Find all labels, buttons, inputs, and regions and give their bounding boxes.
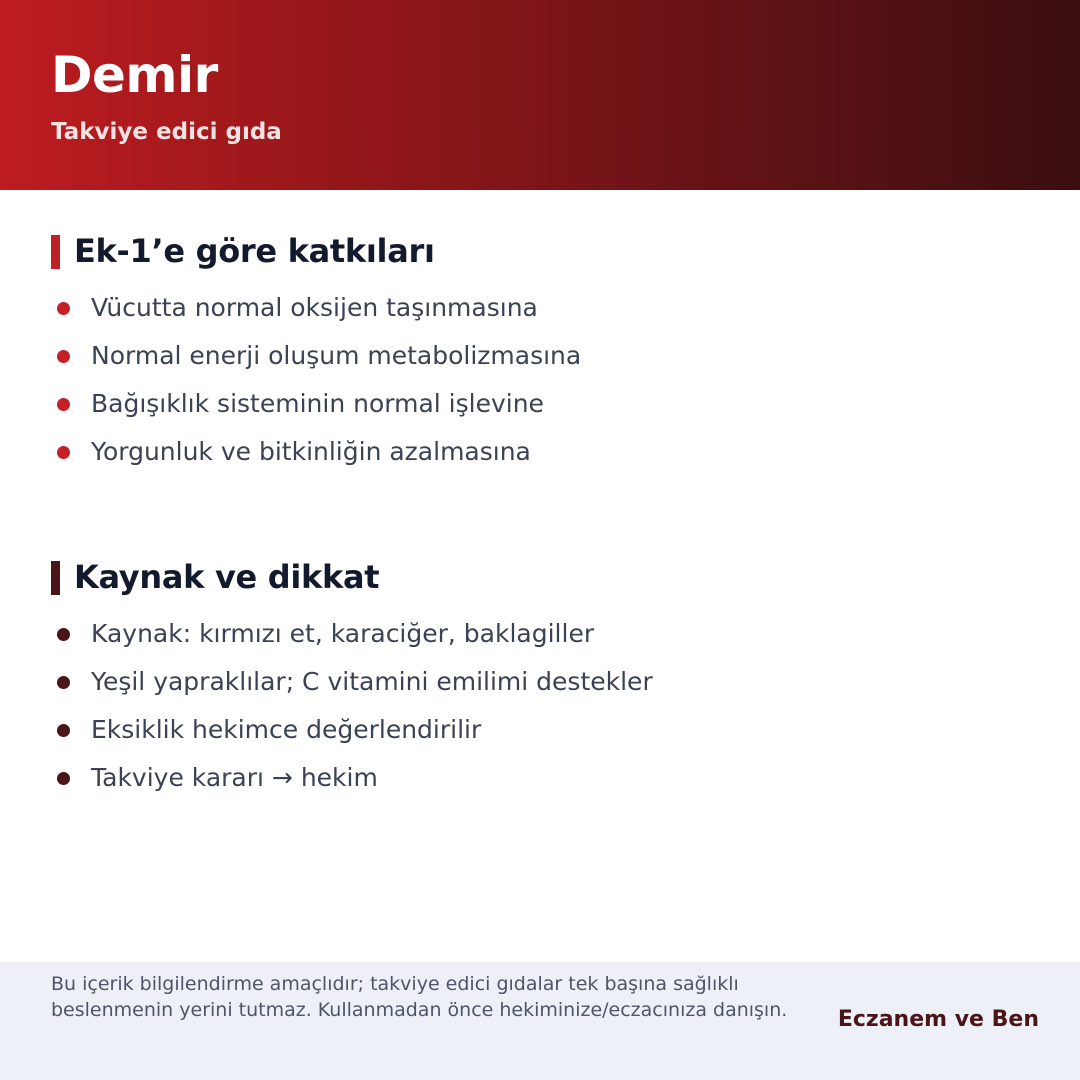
bullet-dot-icon — [57, 446, 70, 459]
bullet-dot-icon — [57, 724, 70, 737]
list-item-text: Kaynak: kırmızı et, karaciğer, baklagiller — [91, 619, 595, 648]
list-item — [51, 428, 1031, 476]
section-heading — [51, 232, 1031, 270]
list-item — [51, 284, 1031, 332]
list-item — [51, 380, 1031, 428]
bullet-dot-icon — [57, 398, 70, 411]
bullet-dot-icon — [57, 350, 70, 363]
section-accent-bar — [51, 235, 60, 269]
section-heading-text: Kaynak ve dikkat — [74, 558, 380, 596]
list-item-text: Takviye kararı → hekim — [91, 763, 378, 792]
section-heading — [51, 558, 1031, 596]
section-heading-text: Ek-1’e göre katkıları — [74, 232, 435, 270]
list-item-text: Bağışıklık sisteminin normal işlevine — [91, 389, 544, 418]
list-item-text: Eksiklik hekimce değerlendirilir — [91, 715, 482, 744]
list-item — [51, 754, 1031, 802]
list-item — [51, 658, 1031, 706]
contributions-section — [51, 232, 1031, 476]
list-item — [51, 706, 1031, 754]
bullet-dot-icon — [57, 302, 70, 315]
bullet-dot-icon — [57, 676, 70, 689]
disclaimer-text: Bu içerik bilgilendirme amaçlıdır; takviye edici gıdalar tek başına sağlıklı beslenmenin yerini tutmaz. Kullanmadan önce hekiminize/eczacınıza danışın. — [51, 973, 788, 1021]
page-title: Demir — [51, 46, 218, 104]
list-item-text: Yorgunluk ve bitkinliğin azalmasına — [91, 437, 531, 466]
list-item — [51, 332, 1031, 380]
sources-list — [51, 610, 1031, 802]
list-item — [51, 610, 1031, 658]
bullet-dot-icon — [57, 772, 70, 785]
page-subtitle: Takviye edici gıda — [51, 119, 282, 145]
list-item-text: Normal enerji oluşum metabolizmasına — [91, 341, 582, 370]
brand-name: Eczanem ve Ben — [837, 1007, 1039, 1032]
contributions-list — [51, 284, 1031, 476]
sources-section — [51, 558, 1031, 802]
header-banner — [0, 0, 1080, 190]
footer — [0, 962, 1080, 1080]
list-item-text: Yeşil yapraklılar; C vitamini emilimi destekler — [91, 667, 653, 696]
section-accent-bar — [51, 561, 60, 595]
list-item-text: Vücutta normal oksijen taşınmasına — [91, 293, 538, 322]
bullet-dot-icon — [57, 628, 70, 641]
